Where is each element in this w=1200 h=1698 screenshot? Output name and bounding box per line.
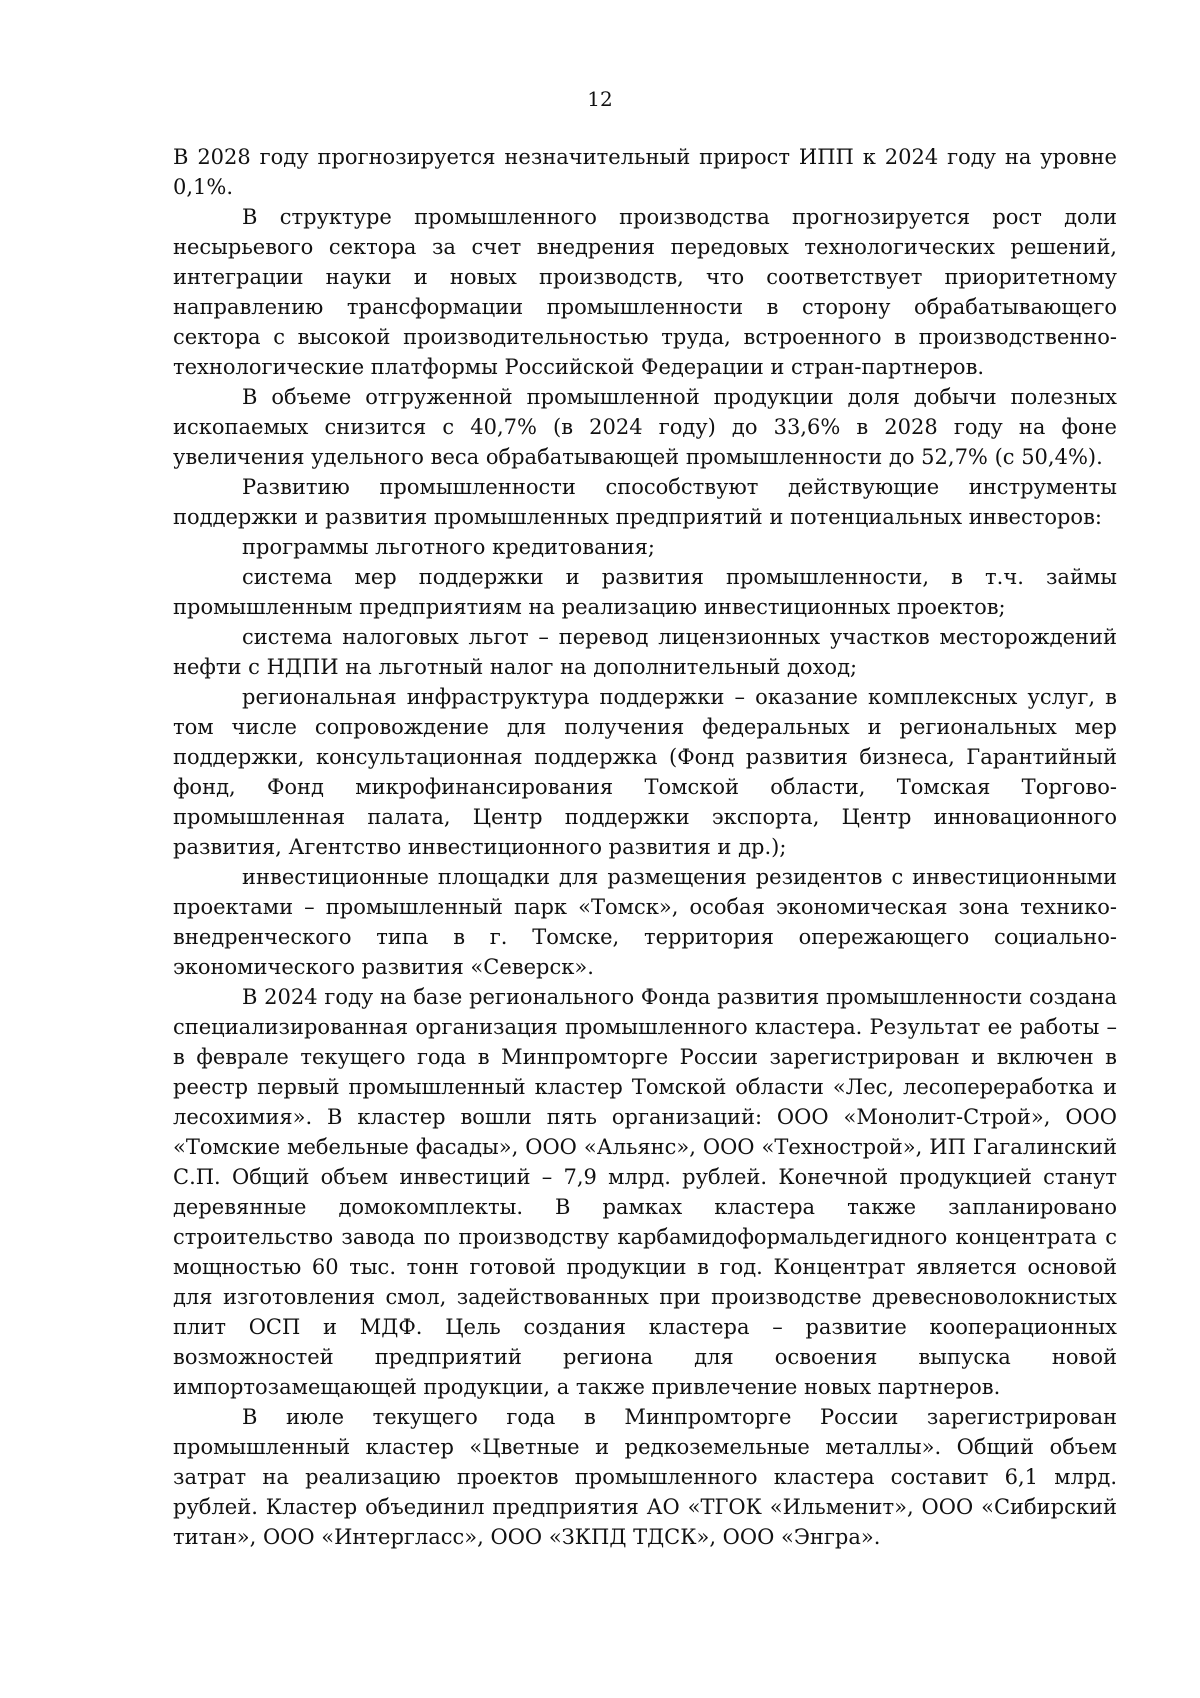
paragraph-support-tools-intro: Развитию промышленности способствуют действующие инструменты поддержки и развития промышленных предприятий и потенциальных инвесторов: <box>173 475 1117 529</box>
paragraph-shipped-products: В объеме отгруженной промышленной продукции доля добычи полезных ископаемых снизится с 40,7% (в 2024 году) до 33,6% в 2028 году на фоне увеличения удельного веса обрабатывающей промышленности до 52,7% (с 50,4%). <box>173 385 1117 469</box>
paragraph-metals-cluster: В июле текущего года в Минпромторге России зарегистрирован промышленный кластер «Цветные и редкоземельные металлы». Общий объем затрат на реализацию проектов промышленного кластера составит 6,1 млрд. рублей. Кластер объединил предприятия АО «ТГОК «Ильменит», ООО «Сибирский титан», ООО «Интергласс», ООО «ЗКПД ТДСК», ООО «Энгра». <box>173 1405 1117 1549</box>
paragraph-forest-cluster: В 2024 году на базе регионального Фонда развития промышленности создана специализированная организация промышленного кластера. Результат ее работы – в феврале текущего года в Минпромторге России зарегистрирован и включен в реестр первый промышленный кластер Томской области «Лес, лесопереработка и лесохимия». В кластер вошли пять организаций: ООО «Монолит-Строй», ООО «Томские мебельные фасады», ООО «Альянс», ООО «Технострой», ИП Гагалинский С.П. Общий объем инвестиций – 7,9 млрд. рублей. Конечной продукцией станут деревянные домокомплекты. В рамках кластера также запланировано строительство завода по производству карбамидоформальдегидного концентрата с мощностью 60 тыс. тонн готовой продукции в год. Концентрат является основой для изготовления смол, задействованных при производстве древесноволокнистых плит ОСП и МДФ. Цель создания кластера – развитие кооперационных возможностей предприятий региона для освоения выпуска новой импортозамещающей продукции, а также привлечение новых партнеров. <box>173 985 1117 1399</box>
paragraph-ipp-forecast: В 2028 году прогнозируется незначительный прирост ИПП к 2024 году на уровне 0,1%. <box>173 145 1117 199</box>
document-body <box>173 142 1117 1552</box>
list-item-credit-programs: программы льготного кредитования; <box>242 535 655 559</box>
list-item-investment-sites: инвестиционные площадки для размещения резидентов с инвестиционными проектами – промышленный парк «Томск», особая экономическая зона технико-внедренческого типа в г. Томске, территория опережающего социально-экономического развития «Северск». <box>173 865 1117 979</box>
paragraph-industry-structure: В структуре промышленного производства прогнозируется рост доли несырьевого сектора за счет внедрения передовых технологических решений, интеграции науки и новых производств, что соответствует приоритетному направлению трансформации промышленности в сторону обрабатывающего сектора с высокой производительностью труда, встроенного в производственно-технологические платформы Российской Федерации и стран-партнеров. <box>173 205 1117 379</box>
list-item-regional-infrastructure: региональная инфраструктура поддержки – оказание комплексных услуг, в том числе сопровождение для получения федеральных и региональных мер поддержки, консультационная поддержка (Фонд развития бизнеса, Гарантийный фонд, Фонд микрофинансирования Томской области, Томская Торгово-промышленная палата, Центр поддержки экспорта, Центр инновационного развития, Агентство инвестиционного развития и др.); <box>173 685 1117 859</box>
list-item-support-measures: система мер поддержки и развития промышленности, в т.ч. займы промышленным предприятиям на реализацию инвестиционных проектов; <box>173 565 1117 619</box>
page-number: 12 <box>587 87 613 111</box>
list-item-tax-benefits: система налоговых льгот – перевод лицензионных участков месторождений нефти с НДПИ на льготный налог на дополнительный доход; <box>173 625 1117 679</box>
